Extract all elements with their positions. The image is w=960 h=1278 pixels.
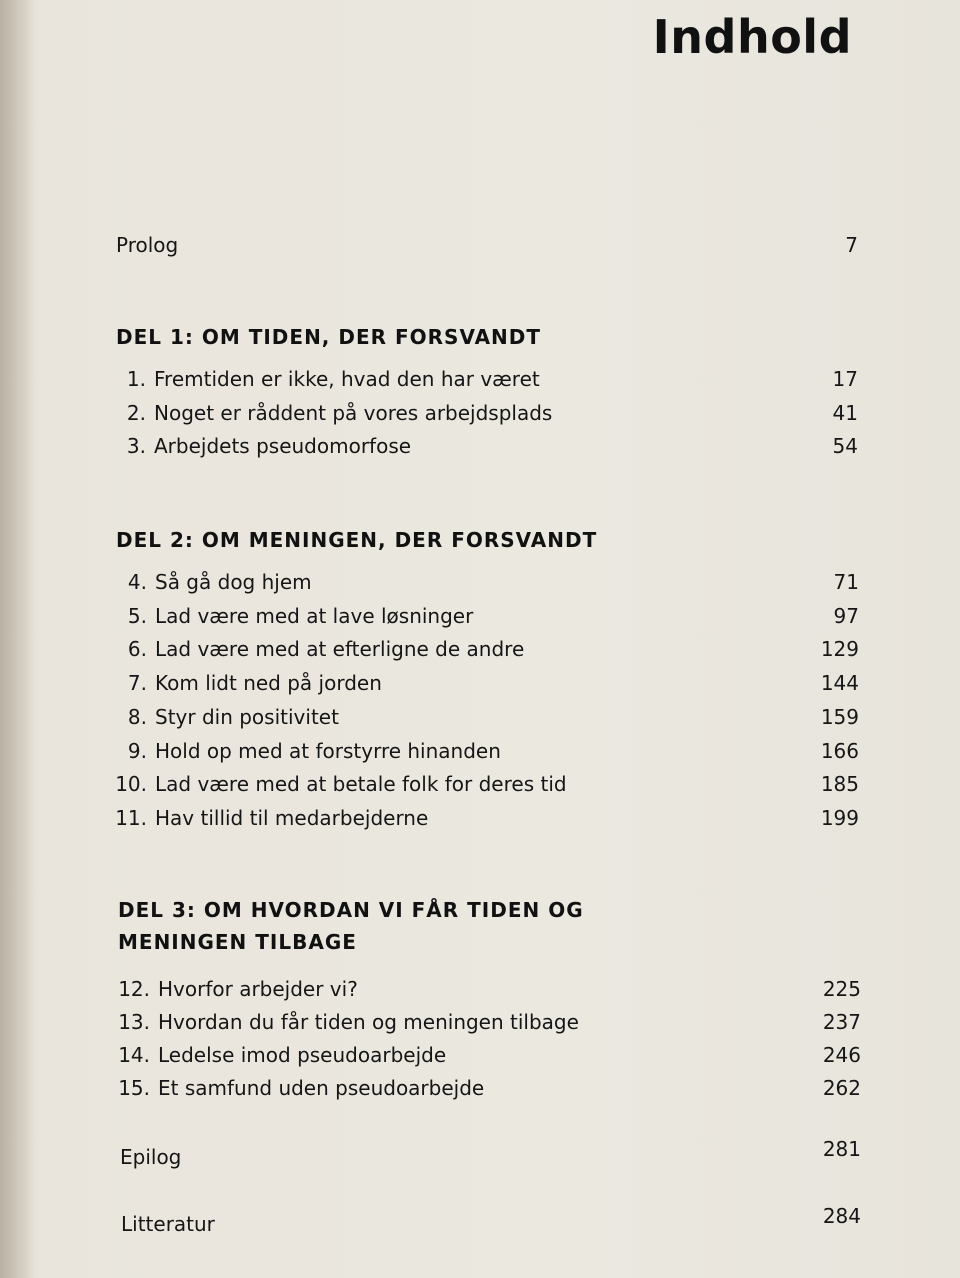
chapter-page-number: 17 [832,367,858,391]
chapter-title: Lad være med at lave løsninger [155,604,474,628]
part-3-heading [118,894,584,958]
part-3-heading-line-2: MENINGEN TILBAGE [118,930,357,954]
chapter-number: 3. [126,434,146,458]
chapter-title: Lad være med at betale folk for deres tid [155,772,567,796]
chapter-number: 8. [127,705,147,729]
chapter-title: Hvordan du får tiden og meningen tilbage [158,1010,579,1034]
entry-page-number: 284 [822,1204,861,1228]
chapter-page-number: 144 [820,671,859,695]
chapter-page-number: 129 [820,637,859,661]
part-3-heading-line-1: DEL 3: OM HVORDAN VI FÅR TIDEN OG [118,898,584,922]
chapter-number: 11. [115,806,147,830]
chapter-number: 13. [118,1010,150,1034]
entry-label: Litteratur [121,1212,215,1236]
entry-page-number: 7 [845,233,858,257]
chapter-page-number: 41 [832,401,858,425]
chapter-number: 9. [127,739,147,763]
chapter-title: Ledelse imod pseudoarbejde [158,1043,447,1067]
entry-page-number: 281 [822,1137,861,1161]
chapter-title: Fremtiden er ikke, hvad den har været [154,367,540,391]
page-spine-shadow [0,0,34,1278]
chapter-number: 2. [126,401,146,425]
part-2-heading: DEL 2: OM MENINGEN, DER FORSVANDT [116,528,598,552]
chapter-page-number: 237 [822,1010,861,1034]
chapter-number: 12. [118,977,150,1001]
entry-label: Prolog [116,233,179,257]
chapter-page-number: 246 [822,1043,861,1067]
chapter-title: Kom lidt ned på jorden [155,671,382,695]
part-1-heading: DEL 1: OM TIDEN, DER FORSVANDT [116,325,542,349]
entry-label: Epilog [120,1145,182,1169]
chapter-title: Noget er råddent på vores arbejdsplads [154,401,553,425]
page-title: Indhold [652,10,852,64]
chapter-page-number: 159 [820,705,859,729]
chapter-title: Styr din positivitet [155,705,339,729]
chapter-number: 7. [127,671,147,695]
chapter-page-number: 97 [833,604,859,628]
chapter-page-number: 225 [822,977,861,1001]
chapter-page-number: 71 [833,570,859,594]
chapter-title: Så gå dog hjem [155,570,312,594]
chapter-number: 6. [127,637,147,661]
chapter-title: Et samfund uden pseudoarbejde [158,1076,485,1100]
chapter-title: Arbejdets pseudomorfose [154,434,412,458]
chapter-page-number: 54 [832,434,858,458]
chapter-page-number: 166 [820,739,859,763]
chapter-title: Lad være med at efterligne de andre [155,637,525,661]
chapter-title: Hav tillid til medarbejderne [155,806,429,830]
chapter-page-number: 262 [822,1076,861,1100]
chapter-number: 5. [127,604,147,628]
chapter-number: 4. [127,570,147,594]
chapter-title: Hold op med at forstyrre hinanden [155,739,501,763]
chapter-number: 1. [126,367,146,391]
chapter-page-number: 199 [820,806,859,830]
chapter-number: 14. [118,1043,150,1067]
chapter-title: Hvorfor arbejder vi? [158,977,358,1001]
chapter-page-number: 185 [820,772,859,796]
chapter-number: 10. [115,772,147,796]
chapter-number: 15. [118,1076,150,1100]
